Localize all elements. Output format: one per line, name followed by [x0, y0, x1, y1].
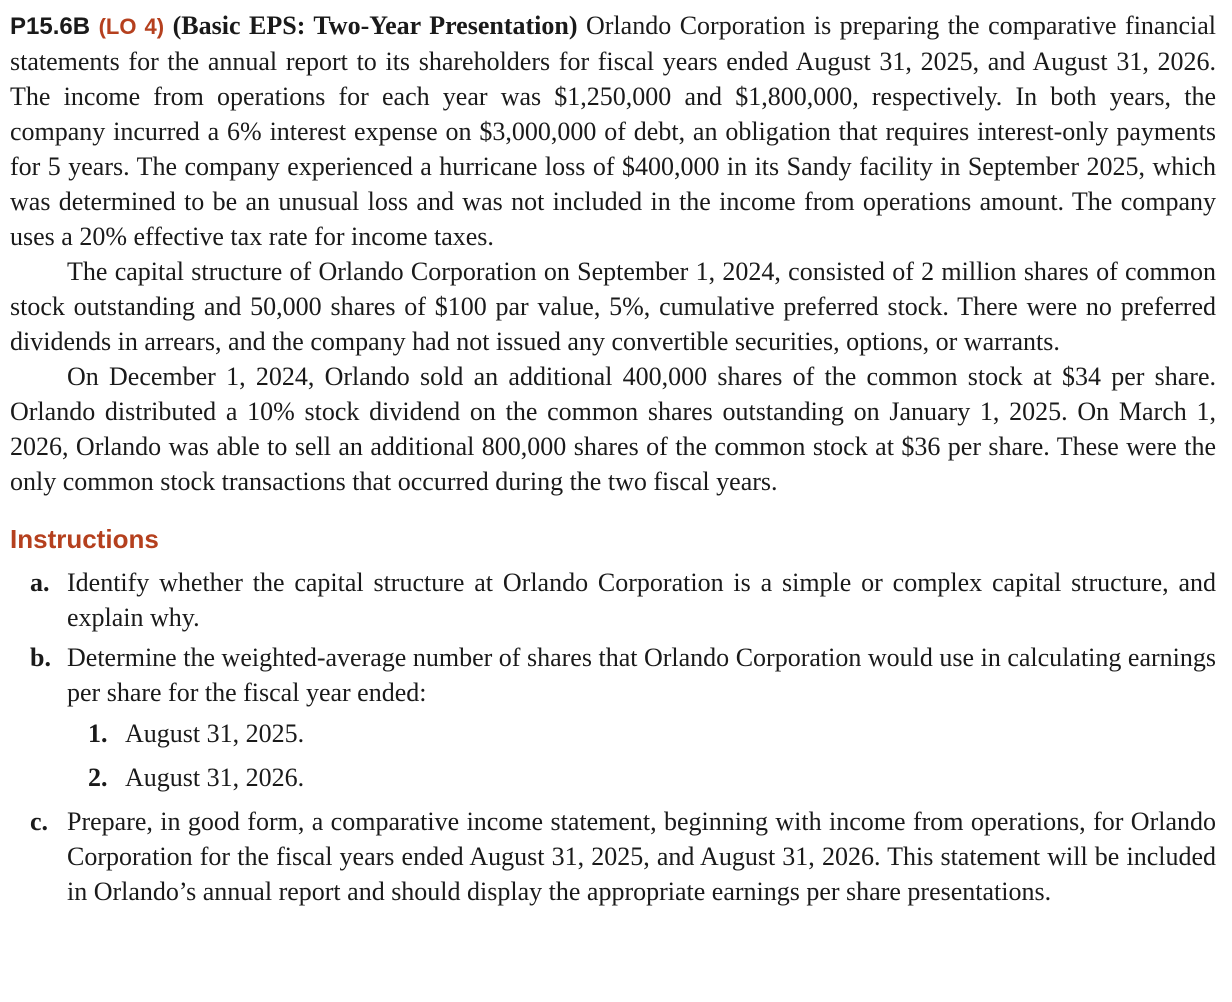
learning-objective-tag: (LO 4) — [98, 14, 165, 39]
subitem-marker: 1. — [88, 719, 108, 748]
instruction-item-c — [10, 804, 1216, 909]
problem-title: (Basic EPS: Two-Year Presentation) — [172, 11, 578, 40]
textbook-problem — [10, 8, 1216, 914]
instruction-text: Determine the weighted-average number of shares that Orlando Corporation would use in calculating earnings per share for the fiscal year ended: — [67, 643, 1216, 707]
instructions-list — [10, 565, 1216, 909]
instruction-text: Identify whether the capital structure at Orlando Corporation is a simple or complex capital structure, and explain why. — [67, 568, 1216, 632]
instruction-marker: c. — [30, 807, 49, 836]
instruction-item-b — [10, 640, 1216, 710]
problem-intro-paragraph — [10, 8, 1216, 254]
instruction-marker: b. — [30, 643, 51, 672]
stock-transactions-paragraph: On December 1, 2024, Orlando sold an additional 400,000 shares of the common stock at $34 per share. Orlando distributed a 10% stock dividend on the common shares outstanding on January 1, 2025. On March 1, 2026, Orlando was able to sell an additional 800,000 shares of the common stock at $36 per share. These were the only common stock transactions that occurred during the two fiscal years. — [10, 362, 1216, 496]
instructions-heading: Instructions — [10, 524, 159, 554]
instruction-text: Prepare, in good form, a comparative income statement, beginning with income from operations, for Orlando Corporation for the fiscal years ended August 31, 2025, and August 31, 2026. This statement will be included in Orlando’s annual report and should display the appropriate earnings per share presentations. — [67, 807, 1216, 906]
subitem-marker: 2. — [88, 763, 108, 792]
capital-structure-paragraph: The capital structure of Orlando Corporation on September 1, 2024, consisted of 2 million shares of common stock outstanding and 50,000 shares of $100 par value, 5%, cumulative preferred stock. There were no preferred dividends in arrears, and the company had not issued any convertible securities, options, or warrants. — [10, 257, 1216, 356]
problem-intro-text: Orlando Corporation is preparing the comparative financial statements for the annual report to its shareholders for fiscal years ended August 31, 2025, and August 31, 2026. The income from operations for each year was $1,250,000 and $1,800,000, respectively. In both years, the company incurred a 6% interest expense on $3,000,000 of debt, an obligation that requires interest-only payments for 5 years. The company experienced a hurricane loss of $400,000 in its Sandy facility in September 2025, which was determined to be an unusual loss and was not included in the income from operations amount. The company uses a 20% effective tax rate for income taxes. — [10, 11, 1217, 251]
problem-id: P15.6B — [10, 13, 91, 40]
subitem-text: August 31, 2025. — [125, 719, 305, 748]
instruction-item-a — [10, 565, 1216, 635]
instruction-subitem-1 — [10, 716, 1216, 751]
subitem-text: August 31, 2026. — [125, 763, 305, 792]
instruction-marker: a. — [30, 568, 50, 597]
instruction-subitem-2 — [10, 760, 1216, 795]
